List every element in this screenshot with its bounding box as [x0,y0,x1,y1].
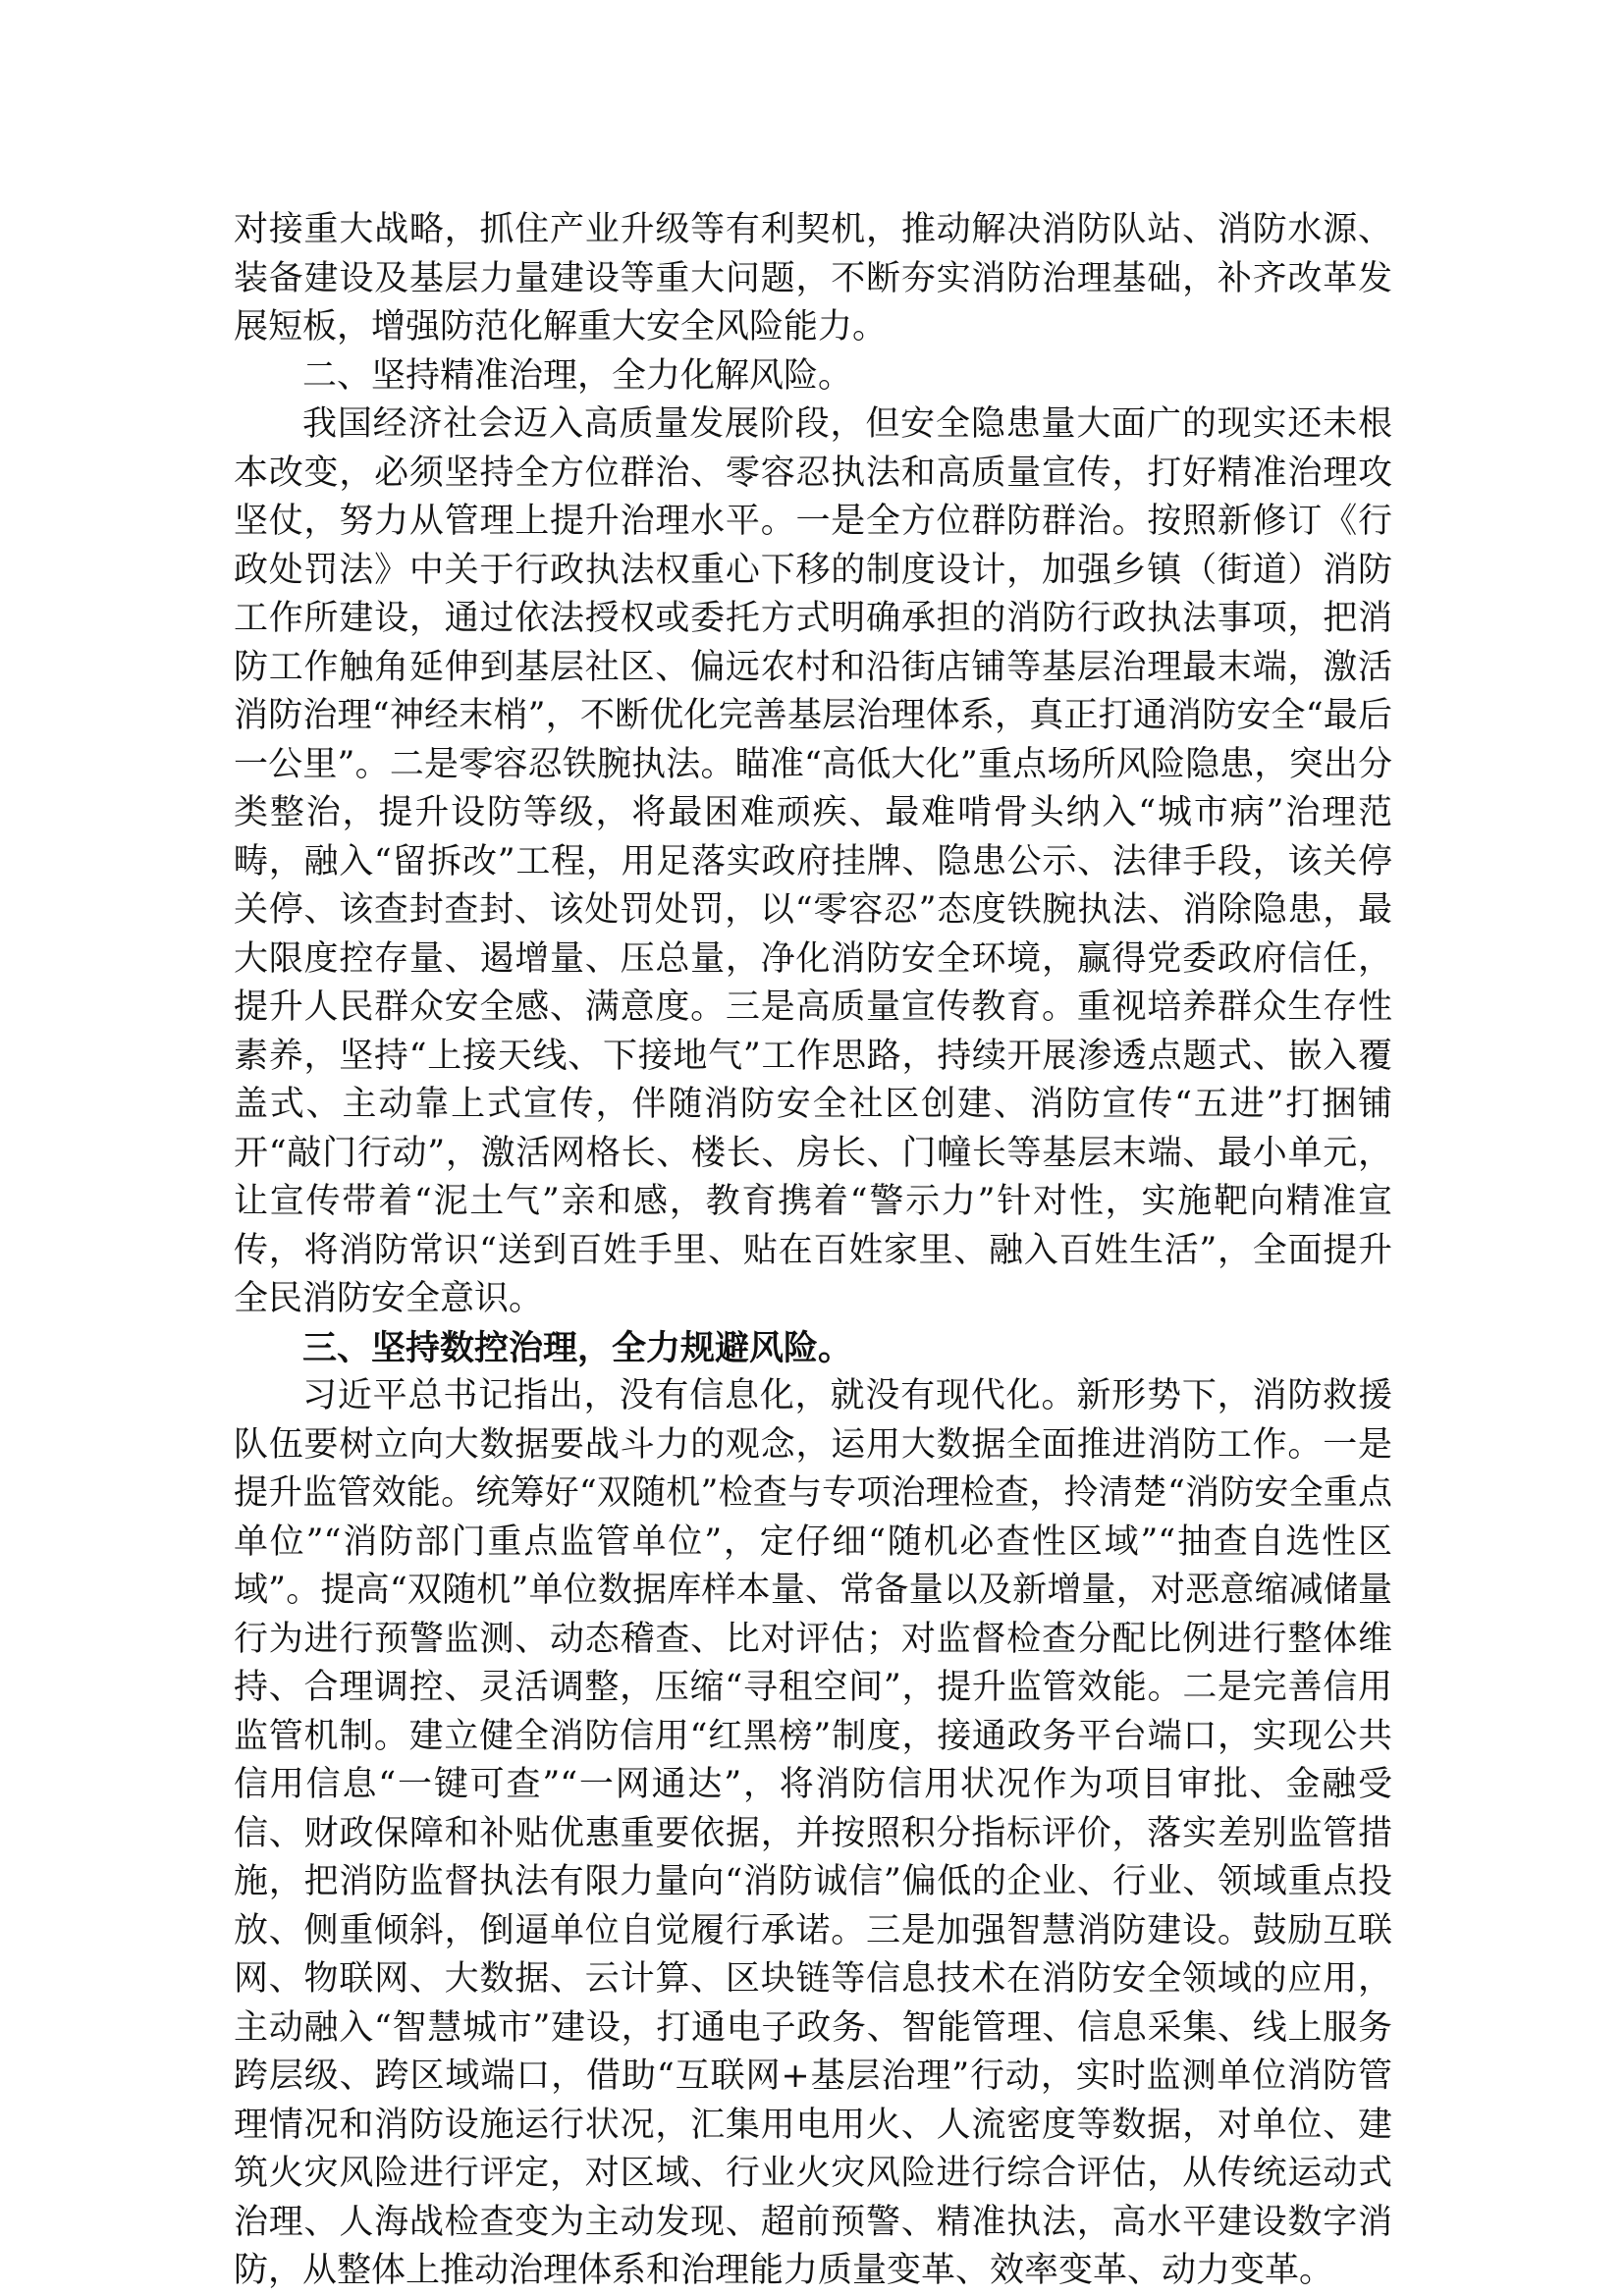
section-heading-3: 三、坚持数控治理，全力规避风险。 [302,1327,853,1368]
paragraph-continuation: 对接重大战略，抓住产业升级等有利契机，推动解决消防队站、消防水源、装备建设及基层力量建设等重大问题，不断夯实消防治理基础，补齐改革发展短板，增强防范化解重大安全风险能力。 [234,210,1392,347]
paragraph-section-3: 习近平总书记指出，没有信息化，就没有现代化。新形势下，消防救援队伍要树立向大数据要战斗力的观念，运用大数据全面推进消防工作。一是提升监管效能。统筹好“双随机”检查与专项治理检查，拎清楚“消防安全重点单位”“消防部门重点监管单位”，定仔细“随机必查性区域”“抽查自选性区域”。提高“双随机”单位数据库样本量、常备量以及新增量，对恶意缩减储量行为进行预警监测、动态稽查、比对评估；对监督检查分配比例进行整体维持、合理调控、灵活调整，压缩“寻租空间”，提升监管效能。二是完善信用监管机制。建立健全消防信用“红黑榜”制度，接通政务平台端口，实现公共信用信息“一键可查”“一网通达”，将消防信用状况作为项目审批、金融受信、财政保障和补贴优惠重要依据，并按照积分指标评价，落实差别监管措施，把消防监督执法有限力量向“消防诚信”偏低的企业、行业、领域重点投放、侧重倾斜，倒逼单位自觉履行承诺。三是加强智慧消防建设。鼓励互联网、物联网、大数据、云计算、区块链等信息技术在消防安全领域的应用，主动融入“智慧城市”建设，打通电子政务、智能管理、信息采集、线上服务跨层级、跨区域端口，借助“互联网+基层治理”行动，实时监测单位消防管理情况和消防设施运行状况，汇集用电用火、人流密度等数据，对单位、建筑火灾风险进行评定，对区域、行业火灾风险进行综合评估，从传统运动式治理、人海战检查变为主动发现、超前预警、精准执法，高水平建设数字消防，从整体上推动治理体系和治理能力质量变革、效率变革、动力变革。 [234,1376,1392,2290]
document-body [234,206,1392,2296]
section-heading-2: 二、坚持精准治理，全力化解风险。 [302,355,853,396]
paragraph-section-2: 我国经济社会迈入高质量发展阶段，但安全隐患量大面广的现实还未根本改变，必须坚持全方位群治、零容忍执法和高质量宣传，打好精准治理攻坚仗，努力从管理上提升治理水平。一是全方位群防群治。按照新修订《行政处罚法》中关于行政执法权重心下移的制度设计，加强乡镇（街道）消防工作所建设，通过依法授权或委托方式明确承担的消防行政执法事项，把消防工作触角延伸到基层社区、偏远农村和沿街店铺等基层治理最末端，激活消防治理“神经末梢”，不断优化完善基层治理体系，真正打通消防安全“最后一公里”。二是零容忍铁腕执法。瞄准“高低大化”重点场所风险隐患，突出分类整治，提升设防等级，将最困难顽疾、最难啃骨头纳入“城市病”治理范畴，融入“留拆改”工程，用足落实政府挂牌、隐患公示、法律手段，该关停关停、该查封查封、该处罚处罚，以“零容忍”态度铁腕执法、消除隐患，最大限度控存量、遏增量、压总量，净化消防安全环境，赢得党委政府信任，提升人民群众安全感、满意度。三是高质量宣传教育。重视培养群众生存性素养，坚持“上接天线、下接地气”工作思路，持续开展渗透点题式、嵌入覆盖式、主动靠上式宣传，伴随消防安全社区创建、消防宣传“五进”打捆铺开“敲门行动”，激活网格长、楼长、房长、门幢长等基层末端、最小单元，让宣传带着“泥土气”亲和感，教育携着“警示力”针对性，实施靶向精准宣传，将消防常识“送到百姓手里、贴在百姓家里、融入百姓生活”，全面提升全民消防安全意识。 [234,404,1392,1318]
